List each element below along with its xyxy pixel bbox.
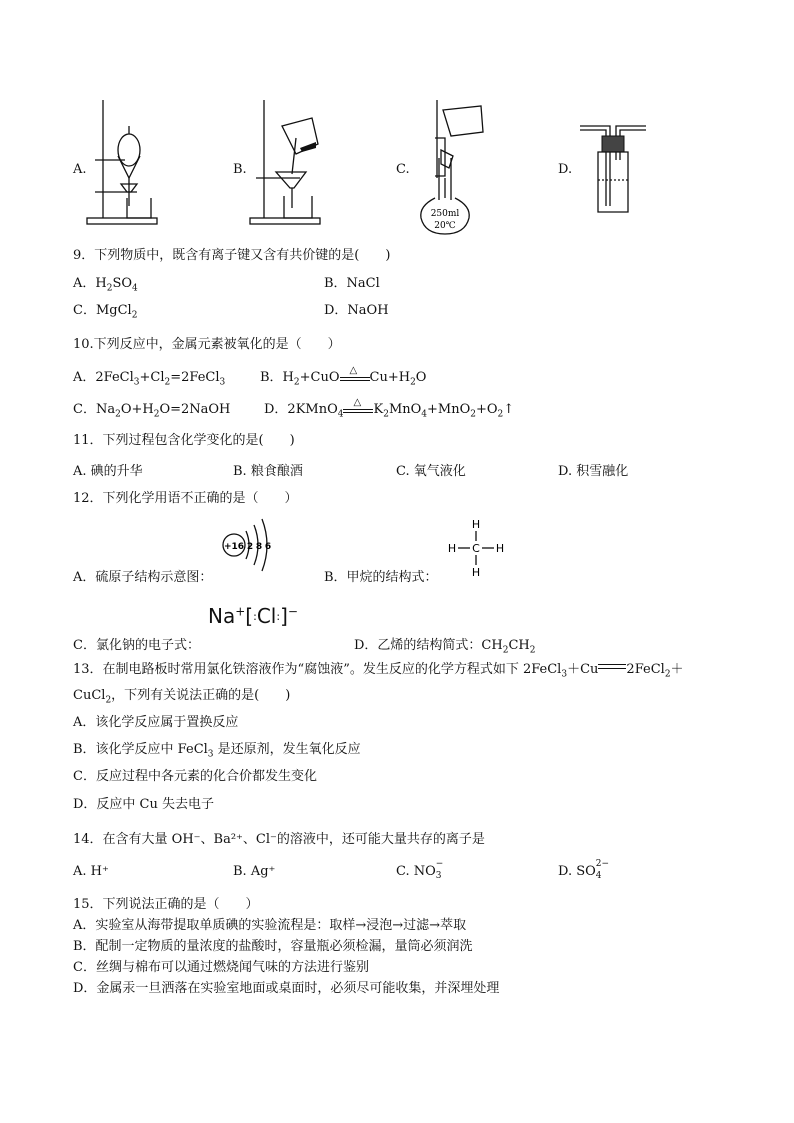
q14-stem: 14．在含有大量 OH⁻、Ba²⁺、Cl⁻的溶液中，还可能大量共存的离子是 (73, 832, 485, 847)
q12-option-b: B．甲烷的结构式： (324, 570, 438, 585)
shell-1-electrons: 2 (246, 542, 254, 552)
methane-h-left: H (447, 542, 457, 555)
methane-h-bottom: H (471, 566, 481, 579)
shell-2-electrons: 8 (255, 542, 263, 552)
q13-option-b: B．该化学反应中 FeCl$_3$ 是还原剂，发生氧化反应 (73, 742, 361, 760)
volumetric-flask-icon (415, 98, 495, 238)
q12-stem: 12．下列化学用语不正确的是（ ） (73, 491, 298, 506)
q13-option-d: D．反应中 Cu 失去电子 (73, 797, 215, 812)
q13-stem-line1: 13．在制电路板时常用氯化铁溶液作为“腐蚀液”。发生反应的化学方程式如下 2FeCl$_3$＋Cu 2FeCl$_2$＋ (73, 662, 684, 680)
q9-option-a: A．$H_2SO_4$ (73, 276, 138, 294)
q9-option-b: B．NaCl (324, 276, 380, 291)
methane-h-top: H (471, 518, 481, 531)
q15-option-d: D．金属汞一旦洒落在实验室地面或桌面时，必须尽可能收集，并深埋处理 (73, 981, 500, 996)
q12-option-c: C．氯化钠的电子式： (73, 638, 200, 653)
methane-h-right: H (495, 542, 505, 555)
q14-option-c: C. NO − 3 (396, 859, 444, 881)
option-c-label: C. (396, 162, 410, 177)
sulfur-nucleus-charge: +16 (223, 542, 245, 552)
equals-sign (598, 663, 626, 671)
q10-option-c: C．$Na_2O+H_2O=2NaOH$ (73, 402, 231, 420)
q12-option-a: A．硫原子结构示意图： (73, 570, 213, 585)
q9-option-c: C．MgCl$_2$ (73, 303, 138, 321)
nacl-electron-formula: Na+[:Cl:]− (208, 604, 298, 628)
q10-option-d: D．2KMnO$_4$ △ $K_2MnO_4+MnO_2+O_2↑$ (264, 397, 515, 420)
option-d-label: D. (558, 162, 573, 177)
q15-option-c: C．丝绸与棉布可以通过燃烧闻气味的方法进行鉴别 (73, 960, 369, 975)
option-b-label: B. (233, 162, 247, 177)
filtration-apparatus-icon (248, 98, 328, 228)
q10-option-a: A．$2FeCl_3+Cl_2=2FeCl_3$ (73, 370, 226, 388)
q11-option-d: D. 积雪融化 (558, 464, 629, 479)
q13-option-c: C．反应过程中各元素的化合价都发生变化 (73, 769, 317, 784)
q15-option-a: A．实验室从海带提取单质碘的实验流程是：取样→浸泡→过滤→萃取 (73, 918, 467, 933)
q11-option-a: A. 碘的升华 (73, 464, 143, 479)
gas-washing-bottle-icon (580, 124, 652, 216)
q10-option-b: B．$H_2+CuO$ △ $Cu+H_2O$ (260, 365, 427, 388)
q14-option-b: B. Ag⁺ (233, 864, 276, 879)
q9-stem: 9．下列物质中，既含有离子键又含有共价键的是( ) (73, 248, 391, 263)
q14-option-a: A. H⁺ (73, 864, 109, 879)
q15-option-b: B．配制一定物质的量浓度的盐酸时，容量瓶必须检漏，量筒必须润洗 (73, 939, 473, 954)
q13-option-a: A．该化学反应属于置换反应 (73, 715, 239, 730)
option-a-label: A. (73, 162, 87, 177)
q9-option-d: D．NaOH (324, 303, 389, 318)
flask-temp-text: 20℃ (434, 221, 456, 231)
shell-3-electrons: 6 (264, 542, 272, 552)
heat-equals-sign: △ (340, 369, 370, 383)
flask-volume-text: 250ml (430, 209, 460, 219)
q15-stem: 15．下列说法正确的是（ ） (73, 897, 259, 912)
q12-option-d: D．乙烯的结构简式：$CH_2CH_2$ (354, 638, 536, 656)
q14-option-d: D. SO 2− 4 (558, 859, 610, 881)
q11-option-b: B. 粮食酿酒 (233, 464, 303, 479)
q13-stem-line2: CuCl$_2$，下列有关说法正确的是( ) (73, 688, 291, 706)
q11-stem: 11．下列过程包含化学变化的是( ) (73, 433, 295, 448)
separatory-funnel-apparatus-icon (85, 98, 165, 228)
q10-stem: 10.下列反应中，金属元素被氧化的是（ ） (73, 337, 341, 352)
q11-option-c: C. 氧气液化 (396, 464, 466, 479)
methane-c: C (472, 542, 480, 555)
methane-structure-diagram (446, 518, 506, 578)
sulfur-atom-diagram (220, 515, 280, 579)
heat-equals-sign: △ (343, 401, 373, 415)
